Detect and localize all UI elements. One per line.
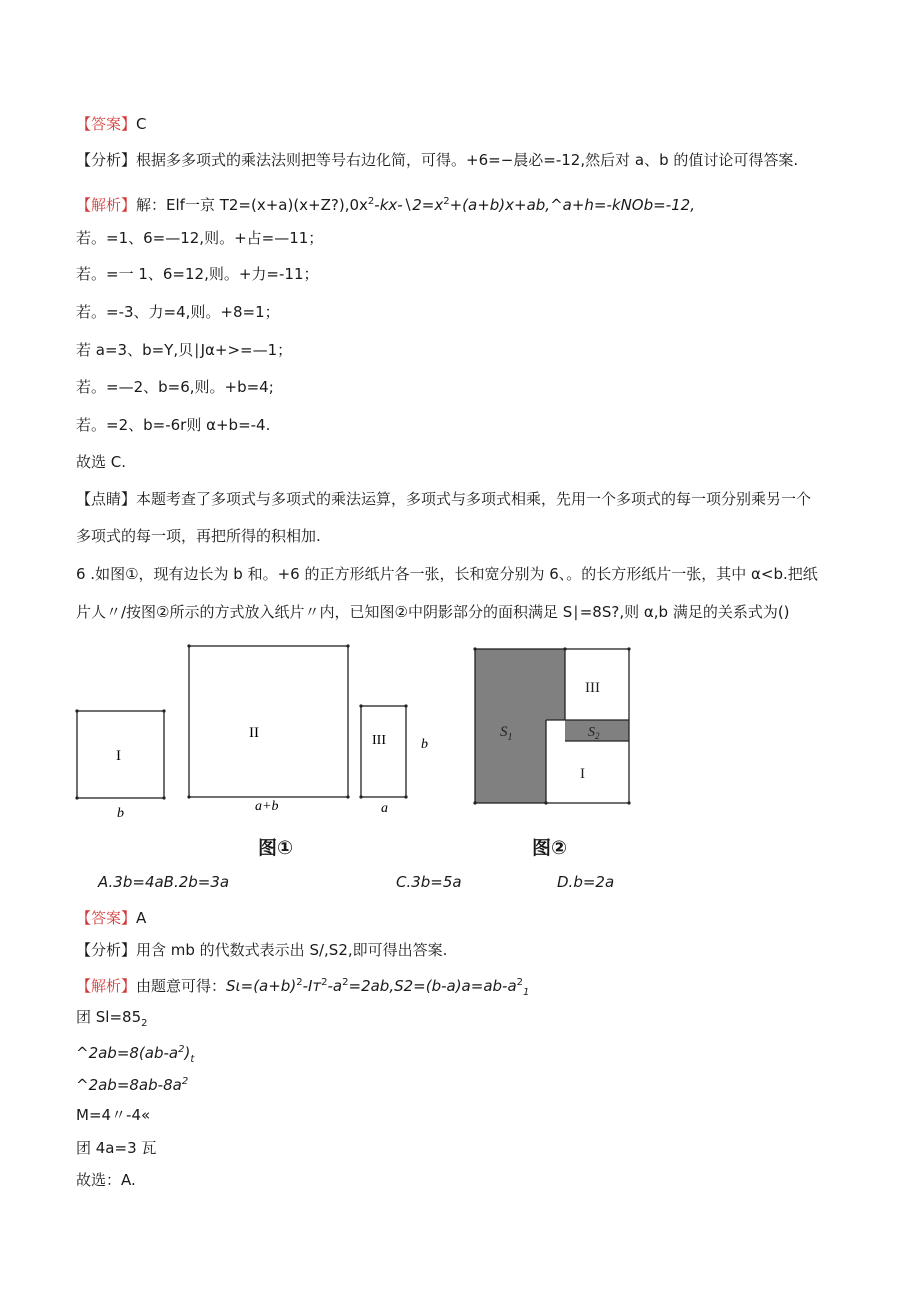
answer-tag: 【答案】	[76, 909, 137, 927]
option-c: C.3b=5a	[396, 873, 462, 891]
step-2: $\^{}2ab=8(ab-a^2)_t$	[76, 1044, 195, 1065]
q5-answer-line	[76, 114, 147, 134]
s1-label: $S_1$	[500, 724, 513, 743]
step-5: 团 4a=3 瓦	[76, 1139, 157, 1157]
solution-rest: -kx-∖2=x	[374, 196, 444, 214]
step-1: 团 $Sl=85_2$	[76, 1008, 148, 1029]
q6-stem-line2: 片人〃/按图②所示的方式放入纸片〃内，已知图②中阴影部分的面积满足 S∣=8S?,则 α,b 满足的关系式为()	[76, 603, 790, 621]
analysis-tag: 【分析】	[76, 941, 137, 959]
q6-solution-line: 【解析】由题意可得：$S\iota=(a+b)^2-Iт^2-a^2=2ab,S2=(b-a)a=ab-a^2_1$	[76, 977, 530, 998]
answer-tag: 【答案】	[76, 115, 137, 133]
case-2: 若。=一 1、6=12,则。+力=-11；	[76, 265, 319, 283]
solution-lead: 解：Elf一京 T2=(x+a)(x+Z?),0x	[136, 196, 368, 214]
case-3: 若。=-3、力=4,则。+8=1；	[76, 303, 280, 321]
answer-value: A	[136, 909, 147, 927]
sq1-side: b	[117, 806, 124, 821]
analysis-tag: 【分析】	[76, 151, 137, 169]
shaded-region-s1	[475, 649, 565, 803]
q5-choice: 故选 C.	[76, 453, 127, 471]
rect-width: a	[381, 801, 388, 816]
comment-text-1: 本题考查了多项式与多项式的乘法运算，多项式与多项式相乘，先用一个多项式的每一项分别乘另一个	[136, 490, 812, 508]
solution-tag: 【解析】	[76, 977, 137, 995]
sq1-label: I	[116, 748, 121, 764]
step-4: M=4〃-4«	[76, 1106, 151, 1124]
solution-tag: 【解析】	[76, 196, 137, 214]
analysis-text: 用含 mb 的代数式表示出 S/,S2,即可得出答案.	[136, 941, 448, 959]
q6-stem-line1: 6 .如图①，现有边长为 b 和。+6 的正方形纸片各一张，长和宽分别为 6、。的长方形纸片一张，其中 α<b.把纸	[76, 565, 818, 583]
rect-height: b	[421, 737, 428, 752]
solution-tail: +(a+b)x+ab,^a+h=-kNOb=-12,	[449, 196, 695, 214]
q5-analysis-line	[76, 150, 798, 170]
figure-1-caption: 图①	[258, 837, 294, 859]
figure-2-caption: 图②	[532, 837, 568, 859]
case-5: 若。=—2、b=6,则。+b=4;	[76, 378, 274, 396]
q5-comment-line2: 多项式的每一项，再把所得的积相加.	[76, 527, 321, 545]
sq2-side: a+b	[255, 799, 279, 814]
s2-label: $S_2$	[588, 725, 600, 741]
comment-tag: 【点睛】	[76, 490, 137, 508]
fig2-label-iii: III	[585, 680, 600, 696]
case-1: 若。=1、6=—12,则。+占=—11；	[76, 229, 324, 247]
case-6: 若。=2、b=-6r则 α+b=-4.	[76, 416, 271, 434]
square-a-plus-b	[189, 646, 348, 797]
figure-2	[473, 647, 630, 804]
rect-label: III	[372, 733, 386, 748]
option-d: D.b=2a	[557, 873, 615, 891]
q6-analysis-line	[76, 940, 447, 960]
q5-solution-line: 【解析】解：Elf一京 $T2=(x+a)(x+Z?),0x^2-kx-∖2=x^2+(a+b)x+ab,\^{}a+h=-kNOb=-12$,	[76, 196, 695, 214]
answer-value: C	[136, 115, 147, 133]
q6-choice: 故选：A.	[76, 1171, 136, 1189]
q6-answer-line	[76, 908, 146, 928]
sq2-label: II	[249, 725, 259, 741]
fig2-label-i: I	[580, 766, 585, 782]
case-4: 若 a=3、b=Y,贝∣Jα+>=—1；	[76, 341, 293, 359]
rectangle-a-by-b	[361, 706, 406, 797]
solution-lead: 由题意可得：	[136, 977, 227, 995]
analysis-text: 根据多多项式的乘法法则把等号右边化简，可得。+6=−晨必=-12,然后对 a、b 的值讨论可得答案.	[136, 151, 799, 169]
figure-1	[0, 640, 920, 870]
option-a-b: A.3b=4aB.2b=3a	[98, 873, 230, 891]
q5-comment-line1	[76, 489, 811, 509]
step-3: $\^{}2ab=8ab-8a^2$	[76, 1076, 189, 1094]
